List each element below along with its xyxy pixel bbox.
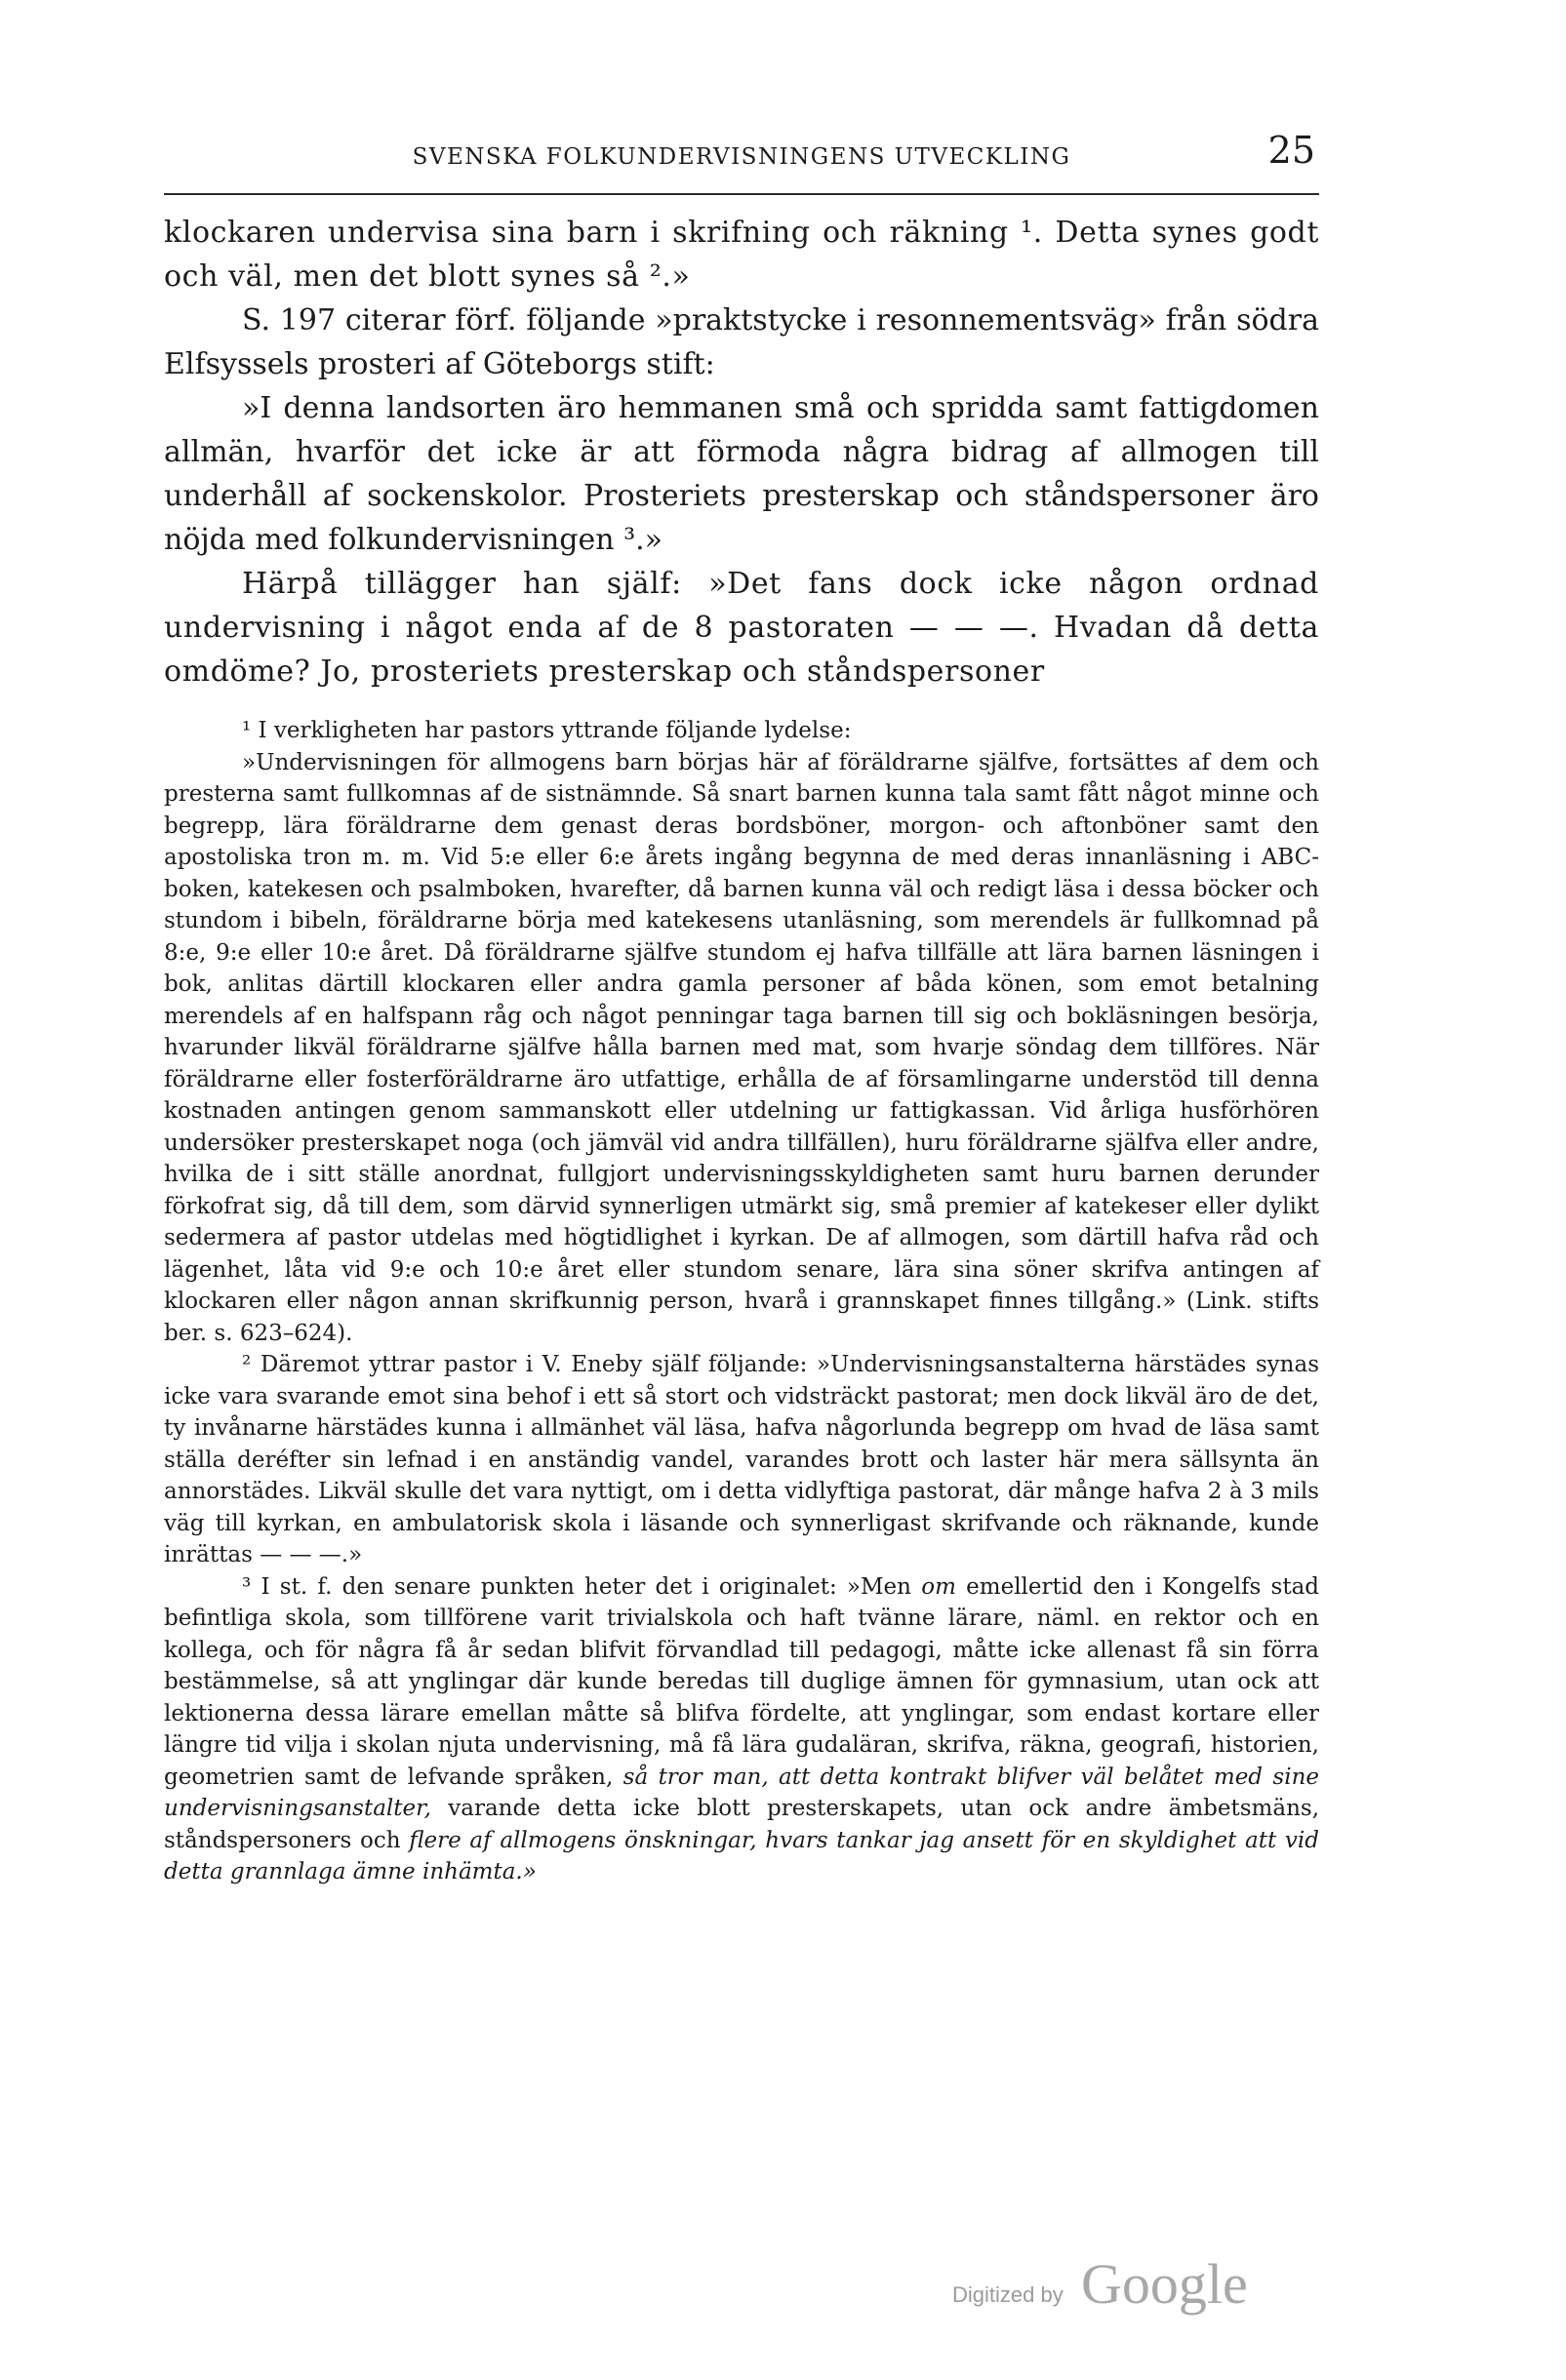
footnote-3 — [164, 1571, 1319, 1888]
watermark-prefix: Digitized by — [952, 2282, 1064, 2307]
footnote-3-emphasis-3: flere af allmogens önskningar, hvars tankar jag ansett för en skyldighet att vid detta grannlaga ämne inhämta.» — [164, 1827, 1319, 1884]
main-text — [164, 211, 1319, 694]
footnote-1-quote: »Undervisningen för allmogens barn börjas här af föräldrarne själfve, fortsättes af dem och presterna samt fullkomnas af de sistnämnde. Så snart barnen kunna tala samt fått något minne och begrepp, lära föräldrarne dem genast deras bordsböner, morgon- och aftonböner samt den apostoliska tron m. m. Vid 5:e eller 6:e årets ingång begynna de med deras innanläsning i ABC-boken, katekesen och psalmboken, hvarefter, då barnen kunna väl och redigt läsa i dessa böcker och stundom i bibeln, föräldrarne börja med katekesens utanläsning, som merendels är fullkomnad på 8:e, 9:e eller 10:e året. Då föräldrarne själfve stundom ej hafva tillfälle att lära barnen läsningen i bok, anlitas därtill klockaren eller andra gamla personer af båda könen, som emot betalning merendels af en halfspann råg och något penningar taga barnen till sig och bokläsningen besörja, hvarunder likväl föräldrarne själfve hålla barnen med mat, som hvarje söndag dem tillföres. När föräldrarne eller fosterföräldrarne äro utfattige, erhålla de af församlingarne understöd till denna kostnaden antingen genom sammanskott eller utdelning ur fattigkassan. Vid årliga husförhören undersöker presterskapet noga (och jämväl vid andra tillfällen), huru föräldrarne själfva eller andre, hvilka de i sitt ställe anordnat, fullgjort undervisningsskyldigheten samt huru barnen derunder förkofrat sig, då till dem, som därvid synnerligen utmärkt sig, små premier af katekeser eller dylikt sedermera af pastor utdelas med högtidlighet i kyrkan. De af allmogen, som därtill hafva råd och lägenhet, låta vid 9:e och 10:e året eller stundom senare, lära sina söner skrifva antingen af klockaren eller någon annan skrifkunnig person, hvarå i grannskapet finnes tillgång.» (Link. stifts ber. s. 623–624). — [164, 749, 1319, 1346]
running-head — [164, 129, 1319, 195]
footnote-1-intro: ¹ I verkligheten har pastors yttrande följande lydelse: — [242, 718, 852, 743]
digitized-watermark — [952, 2251, 1284, 2316]
page-number: 25 — [1267, 129, 1315, 172]
footnote-3-part-2: emellertid den i Kongelfs stad befintliga skola, som tillförene varit trivialskola och haft tvänne lärare, näml. en rektor och en kollega, och för några få år sedan blifvit förvandlad till pedagogi, måtte icke allenast få sin förra bestämmelse, så att ynglingar där kunde beredas till duglige ämnen för gymnasium, utan ock att lektionerna dessa lärare emellan måtte så blifva fördelte, att ynglingar, som endast kortare eller längre tid vilja i skolan njuta undervisning, må få lära gudaläran, skrifva, räkna, geografi, historien, geometrien samt de lefvande språken, — [164, 1573, 1320, 1790]
google-logo: Google — [1081, 2252, 1248, 2316]
footnote-3-part-3: varande detta icke blott presterskapets, utan ock andre ämbetsmäns, ståndspersoners och — [164, 1796, 1320, 1853]
footnote-3-emphasis-2: så tror man, att detta kontrakt blifver väl belåtet med sine undervisningsanstalter, — [164, 1764, 1319, 1821]
body-paragraph-4: Härpå tillägger han själf: »Det fans dock icke någon ordnad undervisning i något enda af de 8 pastoraten — — —. Hvadan då detta omdöme? Jo, prosteriets presterskap och ståndspersoner — [164, 567, 1319, 689]
body-paragraph-1: klockaren undervisa sina barn i skrifning och räkning ¹. Detta synes godt och väl, men det blott synes så ².» — [164, 216, 1319, 294]
footnote-3-part-1: ³ I st. f. den senare punkten heter det i originalet: »Men — [242, 1573, 911, 1600]
footnote-2: ² Däremot yttrar pastor i V. Eneby själf följande: »Undervisningsanstalterna härstädes synas icke vara svarande emot sina behof i ett så stort och vidsträckt pastorat; men dock likväl äro de det, ty invånarne härstädes kunna i allmänhet väl läsa, hafva någorlunda begrepp om hvad de läsa samt ställa deréfter sin lefnad i en anständig vandel, varandes brott och laster här mera sällsynta än annorstädes. Likväl skulle det vara nyttigt, om i detta vidlyftiga pastorat, där månge hafva 2 à 3 mils väg till kyrkan, en ambulatorisk skola i läsande och synnerligast skrifvande och räknande, kunde inrättas — — —.» — [164, 1352, 1319, 1567]
footnote-3-emphasis-1: om — [921, 1573, 956, 1600]
running-title: SVENSKA FOLKUNDERVISNINGENS UTVECKLING — [412, 144, 1071, 170]
footnotes — [164, 715, 1319, 1888]
body-paragraph-2: S. 197 citerar förf. följande »praktstycke i resonnementsväg» från södra Elfsyssels prosteri af Göteborgs stift: — [164, 303, 1319, 381]
body-paragraph-3: »I denna landsorten äro hemmanen små och spridda samt fattigdomen allmän, hvarför det icke är att förmoda några bidrag af allmogen till underhåll af sockenskolor. Prosteriets presterskap och ståndspersoner äro nöjda med folkundervisningen ³.» — [164, 391, 1319, 557]
book-page — [164, 129, 1320, 1888]
